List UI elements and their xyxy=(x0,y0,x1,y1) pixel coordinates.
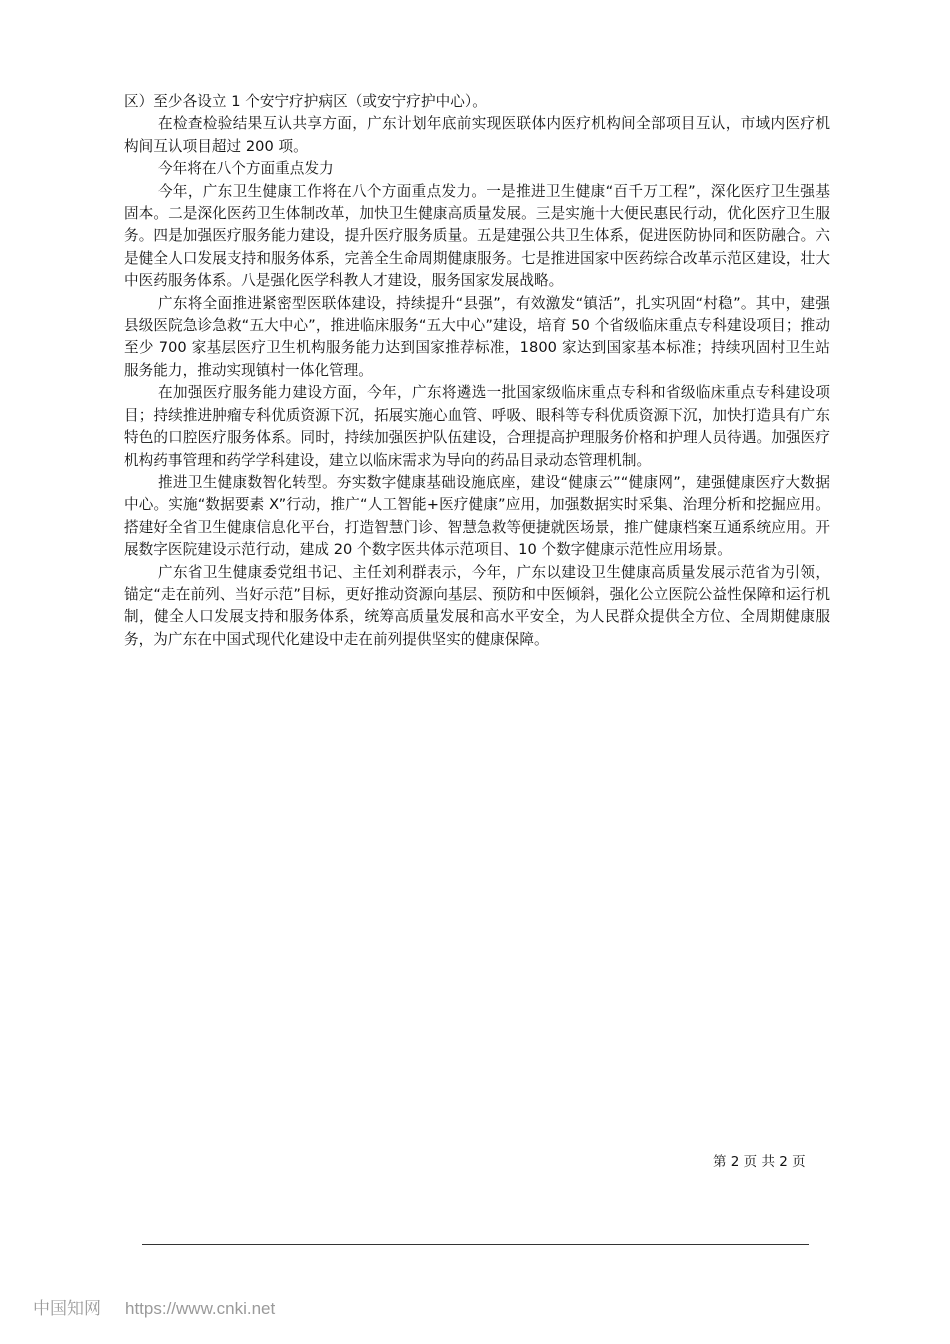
page-number: 第 2 页 共 2 页 xyxy=(713,1154,806,1170)
section-heading: 今年将在八个方面重点发力 xyxy=(158,160,334,178)
watermark-brand: 中国知网 xyxy=(33,1299,101,1319)
cnki-watermark xyxy=(33,1294,275,1319)
footer-divider xyxy=(142,1244,809,1245)
paragraph: 广东省卫生健康委党组书记、主任刘利群表示，今年，广东以建设卫生健康高质量发展示范省为引领，锚定“走在前列、当好示范”目标，更好推动资源向基层、预防和中医倾斜，强化公立医院公益性保障和运行机制，健全人口发展支持和服务体系，统筹高质量发展和高水平安全，为人民群众提供全方位、全周期健康服务，为广东在中国式现代化建设中走在前列提供坚实的健康保障。 xyxy=(124,563,830,648)
paragraph: 推进卫生健康数智化转型。夯实数字健康基础设施底座，建设“健康云”“健康网”，建强健康医疗大数据中心。实施“数据要素 X”行动，推广“人工智能+医疗健康”应用，加强数据实时采集、治理分析和挖掘应用。搭建好全省卫生健康信息化平台，打造智慧门诊、智慧急救等便捷就医场景，推广健康档案互通系统应用。开展数字医院建设示范行动，建成 20 个数字医共体示范项目、10 个数字健康示范性应用场景。 xyxy=(124,473,830,559)
document-body xyxy=(124,91,830,651)
watermark-url: https://www.cnki.net xyxy=(125,1299,276,1318)
paragraph: 在检查检验结果互认共享方面，广东计划年底前实现医联体内医疗机构间全部项目互认，市域内医疗机构间互认项目超过 200 项。 xyxy=(124,115,830,155)
paragraph: 今年，广东卫生健康工作将在八个方面重点发力。一是推进卫生健康“百千万工程”，深化医疗卫生强基固本。二是深化医药卫生体制改革，加快卫生健康高质量发展。三是实施十大便民惠民行动，优化医疗卫生服务。四是加强医疗服务能力建设，提升医疗服务质量。五是建强公共卫生体系，促进医防协同和医防融合。六是健全人口发展支持和服务体系，完善全生命周期健康服务。七是推进国家中医药综合改革示范区建设，壮大中医药服务体系。八是强化医学科教人才建设，服务国家发展战略。 xyxy=(124,182,830,290)
paragraph-continuation: 区）至少各设立 1 个安宁疗护病区（或安宁疗护中心）。 xyxy=(124,93,487,110)
paragraph: 广东将全面推进紧密型医联体建设，持续提升“县强”，有效激发“镇活”，扎实巩固“村稳”。其中，建强县级医院急诊急救“五大中心”，推进临床服务“五大中心”建设，培育 50 个省级临床重点专科建设项目；推动至少 700 家基层医疗卫生机构服务能力达到国家推荐标准，1800 家达到国家基本标准；持续巩固村卫生站服务能力，推动实现镇村一体化管理。 xyxy=(124,294,830,379)
paragraph: 在加强医疗服务能力建设方面，今年，广东将遴选一批国家级临床重点专科和省级临床重点专科建设项目；持续推进肿瘤专科优质资源下沉，拓展实施心血管、呼吸、眼科等专科优质资源下沉，加快打造具有广东特色的口腔医疗服务体系。同时，持续加强医护队伍建设，合理提高护理服务价格和护理人员待遇。加强医疗机构药事管理和药学学科建设，建立以临床需求为导向的药品目录动态管理机制。 xyxy=(124,384,830,469)
